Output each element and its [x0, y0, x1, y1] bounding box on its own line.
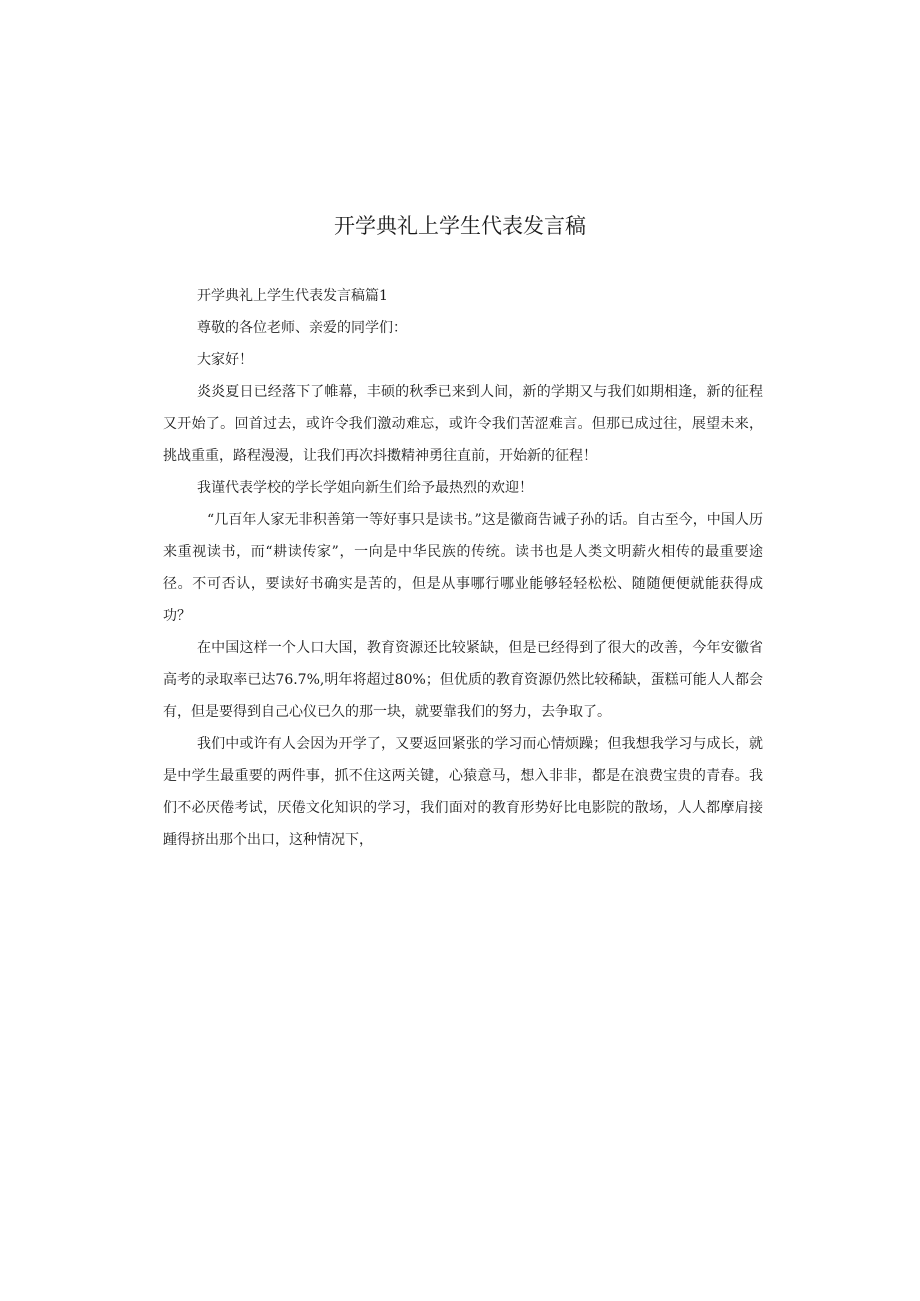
paragraph: 我们中或许有人会因为开学了，又要返回紧张的学习而心情烦躁；但我想我学习与成长，就是中学生最重要的两件事，抓不住这两关键，心猿意马，想入非非，都是在浪费宝贵的青春。我们不必厌倦考试，厌倦文化知识的学习，我们面对的教育形势好比电影院的散场，人人都摩肩接踵得挤出那个出口，这种情况下，: [163, 736, 763, 848]
document-body: [163, 280, 763, 856]
document-title: 开学典礼上学生代表发言稿: [334, 214, 586, 238]
paragraph: 我谨代表学校的学长学姐向新生们给予最热烈的欢迎！: [197, 480, 533, 496]
paragraph: 炎炎夏日已经落下了帷幕，丰硕的秋季已来到人间，新的学期又与我们如期相逢，新的征程又开始了。回首过去，或许令我们激动难忘，或许令我们苦涩难言。但那已成过往，展望未来，挑战重重，路程漫漫，让我们再次抖擞精神勇往直前，开始新的征程！: [163, 384, 763, 464]
salutation: 尊敬的各位老师、亲爱的同学们：: [197, 320, 407, 336]
paragraph: 在中国这样一个人口大国，教育资源还比较紧缺，但是已经得到了很大的改善，今年安徽省高考的录取率已达76.7%,明年将超过80%；但优质的教育资源仍然比较稀缺，蛋糕可能人人都会有，但是要得到自己心仪已久的那一块，就要靠我们的努力，去争取了。: [163, 640, 763, 720]
section-heading: 开学典礼上学生代表发言稿篇1: [197, 288, 388, 304]
greeting: 大家好！: [197, 352, 253, 368]
paragraph: “几百年人家无非积善第一等好事只是读书。”这是徽商告诫子孙的话。自古至今，中国人历来重视读书，而“耕读传家”，一向是中华民族的传统。读书也是人类文明薪火相传的最重要途径。不可否认，要读好书确实是苦的，但是从事哪行哪业能够轻轻松松、随随便便就能获得成功？: [163, 512, 763, 624]
